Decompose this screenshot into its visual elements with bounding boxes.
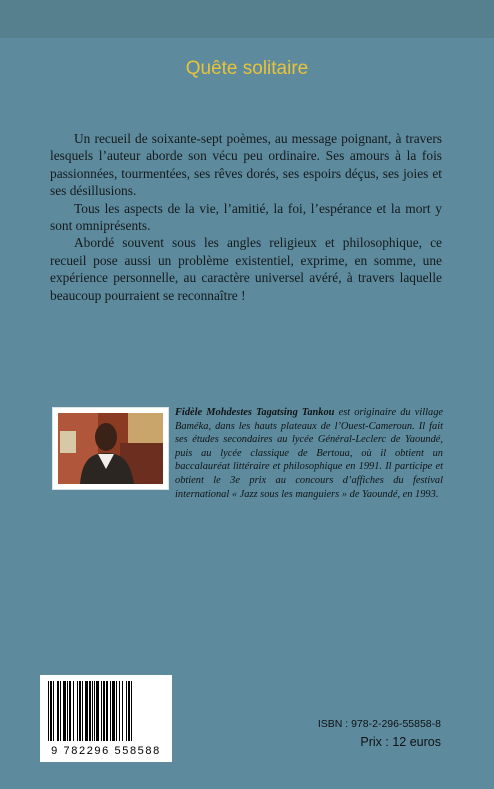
barcode-bar	[79, 681, 81, 741]
barcode-bar	[85, 681, 88, 741]
barcode-bar	[48, 681, 49, 741]
barcode-bar	[122, 681, 123, 741]
author-photo	[52, 407, 169, 490]
barcode-bar	[50, 681, 52, 741]
barcode-number: 9 782296 558588	[51, 745, 161, 757]
barcode-bar	[63, 681, 66, 741]
barcode-bar	[60, 681, 61, 741]
blurb-paragraph: Un recueil de soixante-sept poèmes, au message poignant, à travers lesquels l’auteur aborde son vécu peu ordinaire. Ses amours à la fois passionnées, tourmentées, ses rêves dorés, ses espoirs déçus, ses joies et ses désillusions.	[50, 131, 442, 199]
barcode-bar	[77, 681, 78, 741]
barcode-bar	[96, 681, 99, 741]
barcode-bar	[126, 681, 127, 741]
barcode-bar	[119, 681, 120, 741]
barcode-bar	[94, 681, 95, 741]
barcode-bar	[112, 681, 115, 741]
barcode	[40, 675, 172, 762]
barcode-bar	[103, 681, 105, 741]
price-label: Prix : 12 euros	[360, 735, 441, 749]
author-bio	[175, 406, 443, 501]
barcode-bar	[69, 681, 71, 741]
barcode-bar	[92, 681, 93, 741]
author-bio-text: est originaire du village Baméka, dans les hauts plateaux de l’Ouest-Cameroun. Il fait ses études secondaires au lycée Général-Leclerc de Yaoundé, puis au lycée classique de Bertoua, où il obtient un baccalauréat littéraire et philosophique en 1991. Il participe et obtient le 3e prix au concours d’affiches du festival international « Jazz sous les manguiers » de Yaoundé, en 1993.	[175, 407, 444, 500]
barcode-bar	[116, 681, 117, 741]
barcode-bar	[106, 681, 108, 741]
book-title: Quête solitaire	[185, 58, 309, 79]
barcode-bar	[73, 681, 74, 741]
barcode-bar	[67, 681, 68, 741]
barcode-bar	[82, 681, 83, 741]
barcode-bar	[110, 681, 111, 741]
back-cover-blurb	[50, 130, 442, 304]
barcode-bar	[89, 681, 91, 741]
author-portrait-image	[58, 413, 163, 484]
barcode-bar	[57, 681, 59, 741]
top-band	[0, 0, 494, 38]
barcode-bar	[53, 681, 54, 741]
barcode-bar	[128, 681, 130, 741]
isbn-label: ISBN : 978-2-296-55858-8	[317, 718, 441, 730]
barcode-bars	[40, 675, 172, 745]
author-name: Fidèle Mohdestes Tagatsing Tankou	[175, 407, 335, 418]
blurb-paragraph: Tous les aspects de la vie, l’amitié, la foi, l’espérance et la mort y sont omniprésents.	[50, 200, 442, 234]
barcode-bar	[131, 681, 132, 741]
barcode-bar	[101, 681, 102, 741]
blurb-paragraph: Abordé souvent sous les angles religieux et philosophique, ce recueil pose aussi un problème existentiel, exprime, en somme, une expérience personnelle, au caractère universel avéré, à travers laquelle beaucoup pourraient se reconnaître !	[50, 235, 442, 303]
